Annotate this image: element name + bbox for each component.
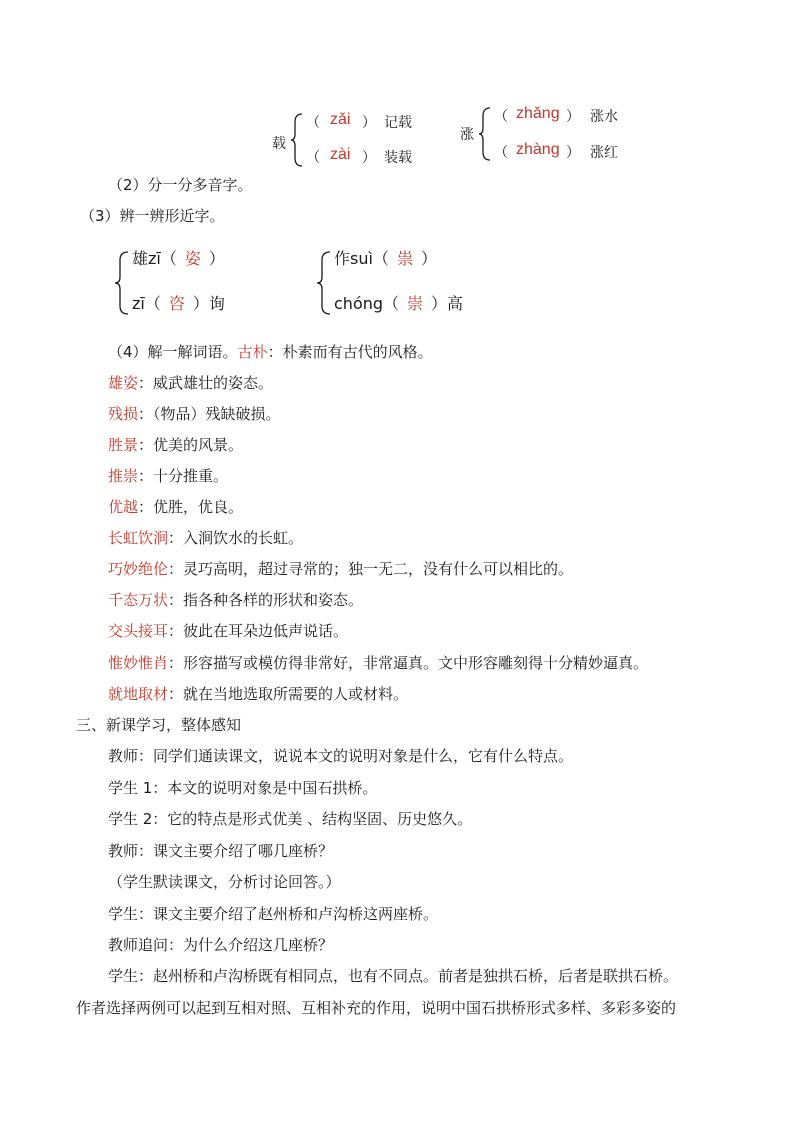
brace-icon (114, 250, 130, 316)
dialogue-line: 教师：课文主要介绍了哪几座桥？ (108, 842, 334, 860)
dialogue-line: （学生默读课文，分析讨论回答。） (108, 873, 341, 891)
vocab-item: 胜景：优美的风景。 (108, 436, 244, 454)
dialogue-line: 学生 1：本文的说明对象是中国石拱桥。 (108, 779, 378, 797)
close-paren: ） (362, 150, 376, 166)
word: 装载 (384, 150, 412, 166)
item-2-heading: （2）分一分多音字。 (108, 176, 253, 194)
similar-line: 作suì（ 祟 ） (334, 249, 437, 268)
vocab-item: 长虹饮涧：入涧饮水的长虹。 (108, 529, 304, 547)
pinyin-answer: zǎi (330, 111, 351, 128)
brace-icon (290, 112, 304, 168)
dialogue-line: 学生：赵州桥和卢沟桥既有相同点，也有不同点。前者是独拱石桥，后者是联拱石桥。 (108, 967, 679, 985)
dialogue-line: 作者选择两例可以起到互相对照、互相补充的作用，说明中国石拱桥形式多样、多彩多姿的 (76, 999, 677, 1017)
open-paren: （ (494, 145, 508, 161)
section-3-heading: 三、新课学习，整体感知 (76, 716, 242, 734)
vocab-item: 优越：优胜，优良。 (108, 498, 244, 516)
pinyin-answer: zhǎng (516, 105, 560, 122)
item-4-heading: （4）解一解词语。古朴：朴素而有古代的风格。 (108, 343, 433, 361)
close-paren: ） (362, 115, 376, 131)
item-3-heading: （3）辨一辨形近字。 (80, 207, 225, 225)
vocab-item: 巧妙绝伦：灵巧高明，超过寻常的；独一无二，没有什么可以相比的。 (108, 560, 574, 578)
vocab-item: 残损：（物品）残缺破损。 (108, 405, 281, 423)
vocab-item: 就地取材：就在当地选取所需要的人或材料。 (108, 685, 409, 703)
similar-line: chóng（ 崇 ）高 (334, 294, 464, 313)
pinyin-answer: zài (330, 146, 351, 163)
similar-line: 雄zī（ 姿 ） (132, 249, 225, 268)
pinyin-answer: zhàng (516, 141, 560, 158)
brace-icon (478, 106, 492, 162)
dialogue-line: 学生：课文主要介绍了赵州桥和卢沟桥这两座桥。 (108, 905, 439, 923)
dialogue-line: 学生 2：它的特点是形式优美 、结构坚固、历史悠久。 (108, 810, 473, 828)
vocab-item: 惟妙惟肖：形容描写或模仿得非常好，非常逼真。文中形容雕刻得十分精妙逼真。 (108, 654, 649, 672)
brace-icon (316, 250, 332, 316)
word: 记载 (384, 115, 412, 131)
open-paren: （ (494, 109, 508, 125)
dialogue-line: 教师追问：为什么介绍这几座桥？ (108, 936, 334, 954)
open-paren: （ (306, 115, 320, 131)
open-paren: （ (306, 150, 320, 166)
word: 涨水 (590, 109, 618, 125)
vocab-item: 推崇：十分推重。 (108, 467, 229, 485)
close-paren: ） (566, 145, 580, 161)
vocab-item: 交头接耳：彼此在耳朵边低声说话。 (108, 622, 349, 640)
close-paren: ） (566, 109, 580, 125)
similar-line: zī（ 咨 ）询 (132, 294, 225, 313)
vocab-item: 千态万状：指各种各样的形状和姿态。 (108, 591, 364, 609)
word: 涨红 (590, 145, 618, 161)
vocab-item: 雄姿：威武雄壮的姿态。 (108, 374, 274, 392)
dialogue-line: 教师：同学们通读课文，说说本文的说明对象是什么，它有什么特点。 (108, 747, 574, 765)
polyphone-char-zhang: 涨 (460, 127, 474, 143)
polyphone-char-zai: 载 (272, 136, 286, 152)
